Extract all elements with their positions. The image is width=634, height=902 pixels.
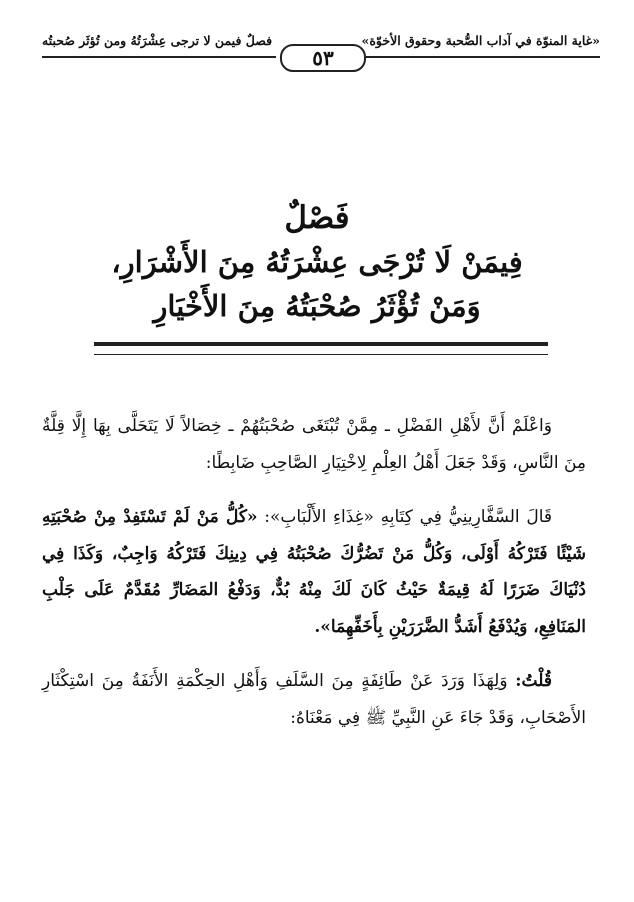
section-title-line-1: فِيمَنْ لَا تُرْجَى عِشْرَتُهُ مِنَ الأَشْرَارِ، (111, 245, 523, 279)
page-number-badge (280, 44, 366, 72)
header-chapter-title: فصلٌ فيمن لا ترجى عِشْرَتُهُ ومن تُؤثَر صُحبتُه (42, 33, 273, 48)
heading-divider (94, 342, 548, 355)
quotation: «كُلُّ مَنْ لَمْ تَسْتَفِدْ مِنْ صُحْبَتِهِ شَيْئًا فَتَرْكُهُ أَوْلَى، وَكُلُّ مَنْ تَضُرُّكَ صُحْبَتُهُ فِي دِينِكَ فَتَرْكُهُ وَاجِبٌ، وَكَذَا فِي دُنْيَاكَ ضَرَرًا لَهُ قِيمَةٌ حَيْثُ كَانَ لَكَ مِنْهُ بُدٌّ، وَدَفْعُ المَضَارِّ مُقَدَّمٌ عَلَى جَلْبِ المَنَافِعِ، وَيُدْفَعُ أَشَدُّ الضَّرَرَيْنِ بِأَخَفِّهِمَا». (42, 507, 586, 637)
header-rule-left (42, 56, 276, 58)
qultu-label: قُلْتُ: (515, 671, 553, 691)
paragraph-2 (42, 499, 586, 645)
section-heading (60, 196, 574, 328)
header-rule-right (366, 56, 600, 58)
header-book-title: «غاية المنوّة في آداب الصُّحبة وحقوق الأخوّة» (361, 33, 600, 48)
page-number: ٥٣ (312, 46, 334, 70)
section-title-line-2: وَمَنْ تُؤْثَرُ صُحْبَتُهُ مِنَ الأَخْيَارِ (153, 289, 481, 323)
paragraph-1: وَاعْلَمْ أَنَّ لأَهْلِ الفَضْلِ ـ مِمَّنْ تُبْتَغَى صُحْبَتُهُمْ ـ خِصَالاً لَا يَتَحَلَّى بِهَا إِلَّا قِلَّةٌ مِنَ النَّاسِ، وَقَدْ جَعَلَ أَهْلُ العِلْمِ لِاخْتِيَارِ الصَّاحِبِ ضَابِطًا: (42, 416, 586, 473)
quote-attribution: قَالَ السَّفَّارِينِيُّ فِي كِتَابِهِ «غِذَاءِ الأَلْبَابِ»: (264, 507, 553, 527)
paragraph-3-text: وَلِهَذَا وَرَدَ عَنْ طَائِفَةٍ مِنَ السَّلَفِ وَأَهْلِ الحِكْمَةِ الأَنَفَةُ مِنَ اسْتِكْثَارِ الأَصْحَابِ، وَقَدْ جَاءَ عَنِ النَّبِيِّ ﷺ فِي مَعْنَاهُ: (42, 671, 586, 728)
paragraph-3 (42, 663, 586, 736)
section-label: فَصْلٌ (284, 200, 350, 236)
body-text (42, 408, 586, 736)
running-header (42, 30, 600, 70)
